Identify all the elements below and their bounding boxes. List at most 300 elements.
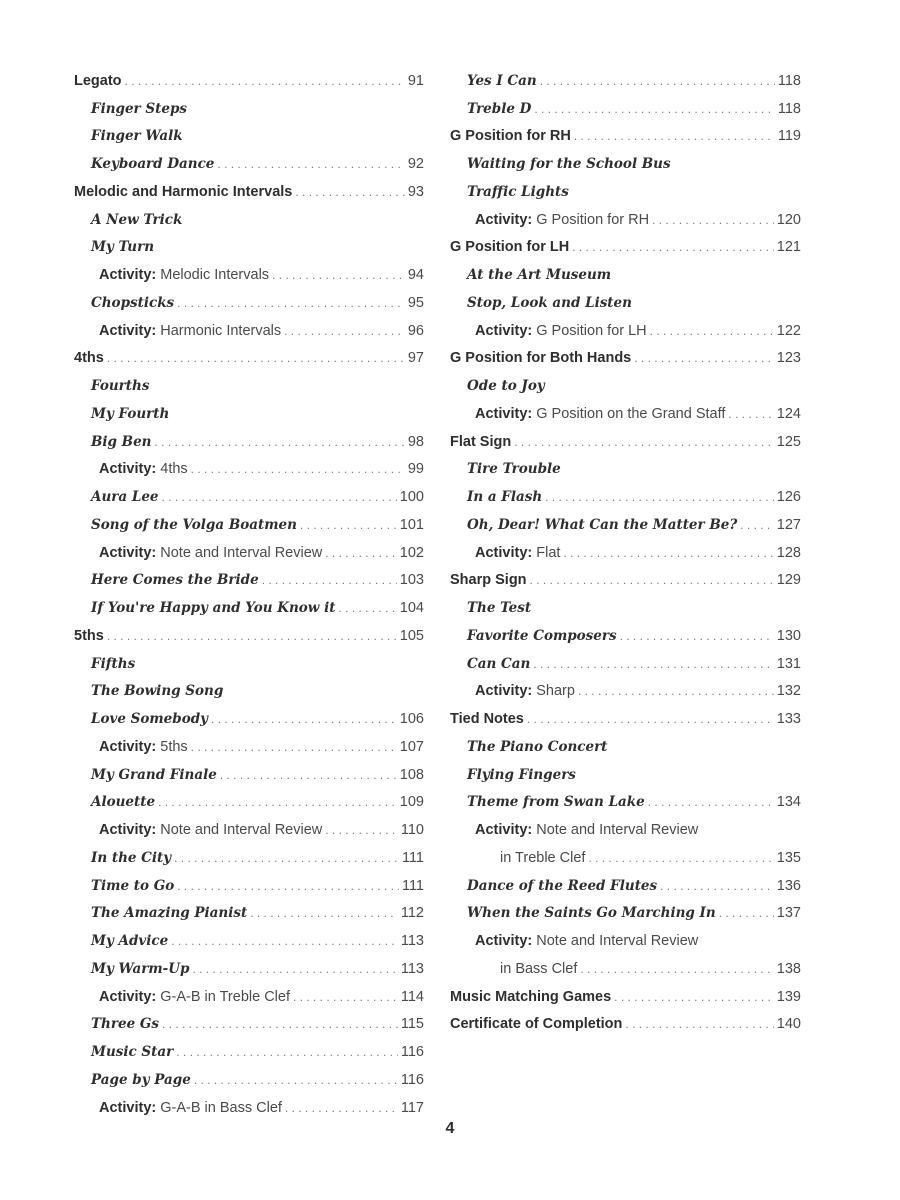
- toc-page-number: 125: [776, 433, 801, 450]
- dot-leader: [325, 546, 397, 560]
- toc-entry-title: [91, 156, 217, 172]
- toc-entry-title: [91, 656, 138, 672]
- toc-page-number: 122: [776, 322, 801, 339]
- toc-section: [450, 428, 801, 456]
- toc-entry-title: [99, 739, 191, 755]
- toc-entry-title: [74, 184, 295, 200]
- dot-leader: [339, 601, 397, 615]
- toc-section: [450, 983, 801, 1011]
- toc-entry-title: [450, 572, 530, 588]
- toc-entry-title: [450, 989, 614, 1005]
- toc-page-number: 113: [400, 960, 424, 977]
- toc-entry-text: Can Can: [467, 655, 531, 672]
- toc-page-number: 124: [776, 405, 801, 422]
- toc-entry-text: G Position for Both Hands: [450, 350, 632, 367]
- activity-prefix: Activity:: [475, 322, 533, 339]
- toc-entry-title: [475, 406, 728, 422]
- toc-entry-text: The Piano Concert: [467, 738, 608, 755]
- toc-entry: [74, 872, 424, 900]
- toc-section: [450, 123, 801, 151]
- dot-leader: [527, 712, 774, 726]
- toc-activity: [450, 678, 801, 706]
- toc-page-number: 91: [407, 72, 424, 89]
- toc-page-number: 121: [776, 239, 801, 256]
- toc-entry-text: G Position for LH: [450, 239, 570, 256]
- toc-entry: [450, 955, 801, 983]
- toc-activity: [450, 927, 801, 955]
- toc-entry-title: [467, 739, 610, 755]
- toc-entry: [450, 483, 801, 511]
- toc-page-number: 114: [400, 988, 424, 1005]
- toc-entry: [450, 95, 801, 123]
- toc-page-number: 120: [776, 211, 801, 228]
- toc-entry-text: Tire Trouble: [467, 461, 561, 478]
- dot-leader: [660, 879, 774, 893]
- toc-entry-title: [467, 295, 635, 311]
- dot-leader: [300, 518, 397, 532]
- toc-entry-text: G-A-B in Bass Clef: [160, 1099, 282, 1116]
- toc-entry: [74, 678, 424, 706]
- toc-entry-text: Music Matching Games: [450, 988, 612, 1005]
- toc-activity: [450, 400, 801, 428]
- activity-prefix: Activity:: [475, 933, 533, 950]
- toc-entry-title: [99, 1100, 285, 1116]
- dot-leader: [174, 851, 399, 865]
- dot-leader: [625, 1017, 773, 1031]
- toc-entry-title: [467, 628, 620, 644]
- toc-entry-title: [475, 323, 650, 339]
- toc-entry: [450, 178, 801, 206]
- toc-section: [450, 1011, 801, 1039]
- toc-entry-text: Fourths: [91, 378, 150, 395]
- toc-entry-text: Theme from Swan Lake: [467, 794, 645, 811]
- toc-page-number: 113: [400, 933, 424, 950]
- toc-activity: [74, 816, 424, 844]
- toc-entry-text: Page by Page: [91, 1071, 191, 1088]
- toc-section: [74, 345, 424, 373]
- toc-page-number: 118: [777, 100, 801, 117]
- dot-leader: [634, 351, 774, 365]
- dot-leader: [534, 102, 775, 116]
- toc-entry-title: [467, 656, 533, 672]
- toc-page-number: 94: [407, 267, 424, 284]
- toc-section: [450, 345, 801, 373]
- toc-entry-text: Yes I Can: [467, 72, 537, 89]
- toc-entry-title: [467, 489, 545, 505]
- toc-entry-title: [450, 350, 634, 366]
- toc-activity: [450, 206, 801, 234]
- toc-page-number: 98: [407, 433, 424, 450]
- toc-entry: [450, 67, 801, 95]
- toc-page-number: 92: [407, 156, 424, 173]
- activity-prefix: Activity:: [99, 322, 157, 339]
- toc-entry-title: [91, 767, 220, 783]
- toc-section: [74, 178, 424, 206]
- toc-entry: [450, 372, 801, 400]
- dot-leader: [162, 490, 397, 504]
- page-number: 4: [445, 1120, 455, 1137]
- toc-entry-title: [99, 822, 325, 838]
- toc-page-number: 109: [399, 794, 424, 811]
- activity-prefix: Activity:: [99, 1099, 157, 1116]
- toc-entry-text: In a Flash: [467, 489, 543, 506]
- dot-leader: [177, 879, 399, 893]
- toc-entry: [74, 1038, 424, 1066]
- toc-activity: [74, 317, 424, 345]
- dot-leader: [728, 407, 773, 421]
- toc-entry-text: Dance of the Reed Flutes: [467, 877, 658, 894]
- activity-prefix: Activity:: [475, 544, 533, 561]
- toc-page-number: 129: [776, 572, 801, 589]
- toc-column-right: [450, 67, 801, 1038]
- dot-leader: [580, 962, 773, 976]
- toc-entry-text: Tied Notes: [450, 711, 524, 728]
- toc-entry-text: Ode to Joy: [467, 378, 545, 395]
- toc-entry-text: Love Somebody: [91, 711, 208, 728]
- toc-entry: [74, 1011, 424, 1039]
- toc-page-number: 134: [776, 794, 801, 811]
- toc-entry-text: Aura Lee: [91, 489, 159, 506]
- toc-page-number: 117: [400, 1099, 424, 1116]
- dot-leader: [514, 435, 774, 449]
- toc-entry-text: 5ths: [74, 627, 104, 644]
- toc-entry: [450, 733, 801, 761]
- dot-leader: [191, 462, 405, 476]
- toc-entry: [74, 844, 424, 872]
- toc-entry-text: 4ths: [74, 350, 104, 367]
- toc-page-number: 116: [400, 1071, 424, 1088]
- toc-entry-text: A New Trick: [91, 211, 183, 228]
- dot-leader: [530, 573, 774, 587]
- toc-entry: [74, 95, 424, 123]
- dot-leader: [614, 990, 774, 1004]
- toc-entry-text: My Grand Finale: [91, 766, 217, 783]
- toc-entry-text: 4ths: [160, 461, 188, 478]
- toc-entry-title: [74, 350, 107, 366]
- toc-entry-text: Three Gs: [91, 1016, 159, 1033]
- toc-page-number: 111: [401, 849, 424, 866]
- toc-entry-text: 5ths: [160, 738, 188, 755]
- dot-leader: [620, 629, 774, 643]
- toc-entry-title: [91, 295, 177, 311]
- toc-entry-title: [99, 461, 191, 477]
- toc-entry: [74, 927, 424, 955]
- dot-leader: [295, 185, 404, 199]
- toc-entry-title: [91, 711, 211, 727]
- toc-page-number: 133: [776, 711, 801, 728]
- toc-page-number: 99: [407, 461, 424, 478]
- toc-entry: [450, 789, 801, 817]
- toc-entry-title: [475, 683, 578, 699]
- dot-leader: [217, 157, 404, 171]
- toc-page-number: 96: [407, 322, 424, 339]
- toc-entry-text: Note and Interval Review: [160, 822, 323, 839]
- toc-entry-text: Song of the Volga Boatmen: [91, 516, 297, 533]
- toc-activity: [74, 983, 424, 1011]
- toc-entry-text: G Position for RH: [450, 128, 571, 145]
- dot-leader: [211, 712, 397, 726]
- toc-entry-title: [91, 239, 157, 255]
- toc-entry-text: The Test: [467, 600, 532, 617]
- toc-entry-title: [99, 323, 284, 339]
- dot-leader: [740, 518, 774, 532]
- toc-entry-title: [91, 572, 262, 588]
- dot-leader: [578, 684, 774, 698]
- toc-entry: [450, 594, 801, 622]
- toc-entry-title: [467, 767, 579, 783]
- toc-entry-title: [91, 489, 162, 505]
- toc-entry-text: in Treble Clef: [500, 849, 586, 866]
- toc-activity: [450, 539, 801, 567]
- toc-entry-title: [467, 101, 534, 117]
- toc-activity: [74, 456, 424, 484]
- dot-leader: [284, 324, 405, 338]
- toc-entry-text: Keyboard Dance: [91, 156, 215, 173]
- toc-entry-title: [450, 434, 514, 450]
- dot-leader: [719, 906, 774, 920]
- toc-entry: [450, 150, 801, 178]
- activity-prefix: Activity:: [99, 461, 157, 478]
- activity-prefix: Activity:: [99, 267, 157, 284]
- toc-page-number: 105: [399, 627, 424, 644]
- toc-entry-title: [91, 878, 177, 894]
- toc-page-number: 138: [776, 960, 801, 977]
- dot-leader: [191, 740, 397, 754]
- toc-entry-title: [467, 184, 572, 200]
- dot-leader: [588, 851, 773, 865]
- dot-leader: [250, 906, 398, 920]
- toc-entry-title: [450, 1016, 625, 1032]
- toc-entry-title: [91, 517, 300, 533]
- toc-entry-title: [91, 378, 152, 394]
- activity-prefix: Activity:: [475, 683, 533, 700]
- toc-entry: [74, 650, 424, 678]
- activity-prefix: Activity:: [475, 211, 533, 228]
- toc-entry-title: [91, 600, 339, 616]
- dot-leader: [220, 768, 397, 782]
- toc-page-number: 106: [399, 711, 424, 728]
- dot-leader: [533, 657, 773, 671]
- toc-entry-text: My Warm-Up: [91, 960, 190, 977]
- toc-entry-title: [475, 822, 701, 838]
- dot-leader: [650, 324, 774, 338]
- toc-entry-text: Note and Interval Review: [536, 822, 699, 839]
- toc-entry-title: [475, 212, 652, 228]
- dot-leader: [652, 213, 774, 227]
- toc-entry-title: [450, 128, 574, 144]
- toc-entry-title: [467, 156, 674, 172]
- toc-entry-title: [74, 628, 107, 644]
- toc-entry-text: In the City: [91, 849, 172, 866]
- toc-page-number: 111: [401, 877, 424, 894]
- toc-entry: [74, 150, 424, 178]
- toc-entry-text: Big Ben: [91, 433, 152, 450]
- toc-page-number: 110: [400, 822, 424, 839]
- toc-entry-title: [91, 101, 190, 117]
- toc-entry-title: [467, 905, 719, 921]
- toc-page-number: 104: [399, 600, 424, 617]
- toc-page-number: 137: [776, 905, 801, 922]
- toc-entry-title: [91, 128, 186, 144]
- toc-entry-text: My Turn: [91, 239, 155, 256]
- toc-activity: [450, 317, 801, 345]
- toc-entry: [74, 234, 424, 262]
- toc-entry: [74, 428, 424, 456]
- activity-prefix: Activity:: [99, 822, 157, 839]
- toc-section: [74, 622, 424, 650]
- dot-leader: [648, 795, 774, 809]
- toc-entry: [74, 789, 424, 817]
- dot-leader: [540, 74, 775, 88]
- toc-activity: [74, 733, 424, 761]
- dot-leader: [177, 296, 405, 310]
- dot-leader: [162, 1017, 398, 1031]
- dot-leader: [563, 546, 773, 560]
- dot-leader: [155, 435, 405, 449]
- toc-entry-text: Note and Interval Review: [536, 933, 699, 950]
- activity-prefix: Activity:: [99, 738, 157, 755]
- toc-entry-title: [91, 961, 192, 977]
- toc-entry-title: [91, 434, 155, 450]
- toc-entry-title: [91, 1016, 162, 1032]
- toc-entry-title: [91, 905, 250, 921]
- toc-entry: [74, 289, 424, 317]
- dot-leader: [545, 490, 774, 504]
- toc-page-number: 135: [776, 849, 801, 866]
- toc-entry: [74, 761, 424, 789]
- toc-entry-title: [91, 933, 171, 949]
- toc-page-number: 103: [399, 572, 424, 589]
- toc-entry-text: Time to Go: [91, 877, 175, 894]
- toc-entry: [450, 261, 801, 289]
- toc-section: [74, 67, 424, 95]
- dot-leader: [194, 1073, 398, 1087]
- toc-page-number: 140: [776, 1016, 801, 1033]
- dot-leader: [272, 268, 405, 282]
- activity-prefix: Activity:: [475, 405, 533, 422]
- dot-leader: [107, 629, 397, 643]
- toc-entry-title: [467, 267, 614, 283]
- toc-page-number: 123: [776, 350, 801, 367]
- dot-leader: [107, 351, 405, 365]
- toc-page-number: 132: [776, 683, 801, 700]
- toc-entry-text: Treble D: [467, 100, 532, 117]
- toc-entry-text: Sharp: [536, 683, 575, 700]
- dot-leader: [325, 823, 398, 837]
- toc-page-number: 112: [400, 905, 424, 922]
- toc-entry: [74, 1066, 424, 1094]
- toc-entry-text: If You're Happy and You Know it: [91, 600, 336, 617]
- toc-entry: [74, 955, 424, 983]
- toc-entry-text: My Advice: [91, 933, 169, 950]
- toc-page-number: 128: [776, 544, 801, 561]
- dot-leader: [572, 240, 774, 254]
- dot-leader: [262, 573, 397, 587]
- activity-prefix: Activity:: [475, 822, 533, 839]
- toc-entry: [450, 650, 801, 678]
- toc-entry-title: [500, 961, 580, 977]
- toc-entry-title: [467, 461, 564, 477]
- toc-entry-text: Legato: [74, 72, 122, 89]
- toc-entry: [74, 400, 424, 428]
- toc-page-number: 102: [399, 544, 424, 561]
- toc-entry-text: Flat: [536, 544, 561, 561]
- toc-entry-title: [467, 794, 648, 810]
- toc-page-number: 118: [777, 72, 801, 89]
- toc-entry-title: [99, 267, 272, 283]
- toc-entry: [450, 456, 801, 484]
- toc-activity: [74, 261, 424, 289]
- toc-entry-title: [91, 794, 158, 810]
- toc-page-number: 127: [776, 516, 801, 533]
- toc-entry-text: Favorite Composers: [467, 627, 617, 644]
- toc-entry-text: The Bowing Song: [91, 683, 224, 700]
- toc-entry-text: G Position for RH: [536, 211, 650, 228]
- toc-entry: [450, 844, 801, 872]
- toc-section: [450, 705, 801, 733]
- toc-entry-title: [475, 933, 701, 949]
- toc-page-number: 126: [776, 489, 801, 506]
- activity-prefix: Activity:: [99, 544, 157, 561]
- toc-page-number: 115: [400, 1016, 424, 1033]
- toc-page-number: 93: [407, 183, 424, 200]
- toc-entry-text: Stop, Look and Listen: [467, 294, 632, 311]
- dot-leader: [285, 1101, 398, 1115]
- toc-activity: [74, 539, 424, 567]
- toc-entry: [74, 594, 424, 622]
- toc-entry: [450, 900, 801, 928]
- toc-section: [450, 234, 801, 262]
- toc-page-number: 107: [399, 738, 424, 755]
- toc-entry-text: Fifths: [91, 655, 136, 672]
- toc-entry-title: [475, 545, 563, 561]
- toc-page-number: 139: [776, 988, 801, 1005]
- toc-entry-title: [99, 989, 293, 1005]
- toc-entry-text: Melodic and Harmonic Intervals: [74, 183, 293, 200]
- toc-page-number: 101: [399, 516, 424, 533]
- toc-page-number: 131: [776, 655, 801, 672]
- toc-entry-title: [450, 711, 527, 727]
- toc-entry: [74, 900, 424, 928]
- toc-entry: [74, 567, 424, 595]
- toc-entry-title: [91, 683, 226, 699]
- dot-leader: [574, 129, 775, 143]
- toc-entry-title: [91, 406, 172, 422]
- toc-entry-text: G Position on the Grand Staff: [536, 405, 726, 422]
- toc-entry-text: G-A-B in Treble Clef: [160, 988, 290, 1005]
- toc-entry: [450, 289, 801, 317]
- toc-entry: [74, 483, 424, 511]
- dot-leader: [176, 1045, 398, 1059]
- toc-entry-text: Note and Interval Review: [160, 544, 323, 561]
- toc-page-number: 130: [776, 627, 801, 644]
- toc-entry: [74, 372, 424, 400]
- toc-section: [450, 567, 801, 595]
- toc-entry-title: [91, 212, 185, 228]
- toc-entry: [74, 511, 424, 539]
- toc-entry-text: in Bass Clef: [500, 960, 578, 977]
- toc-entry: [450, 872, 801, 900]
- toc-entry-title: [91, 850, 174, 866]
- toc-activity: [450, 816, 801, 844]
- toc-page-number: 97: [407, 350, 424, 367]
- toc-page-number: 100: [399, 489, 424, 506]
- toc-entry-title: [91, 1072, 194, 1088]
- toc-entry-text: Chopsticks: [91, 294, 175, 311]
- toc-entry-title: [74, 73, 125, 89]
- toc-page-number: 108: [399, 766, 424, 783]
- toc-entry-text: Certificate of Completion: [450, 1016, 623, 1033]
